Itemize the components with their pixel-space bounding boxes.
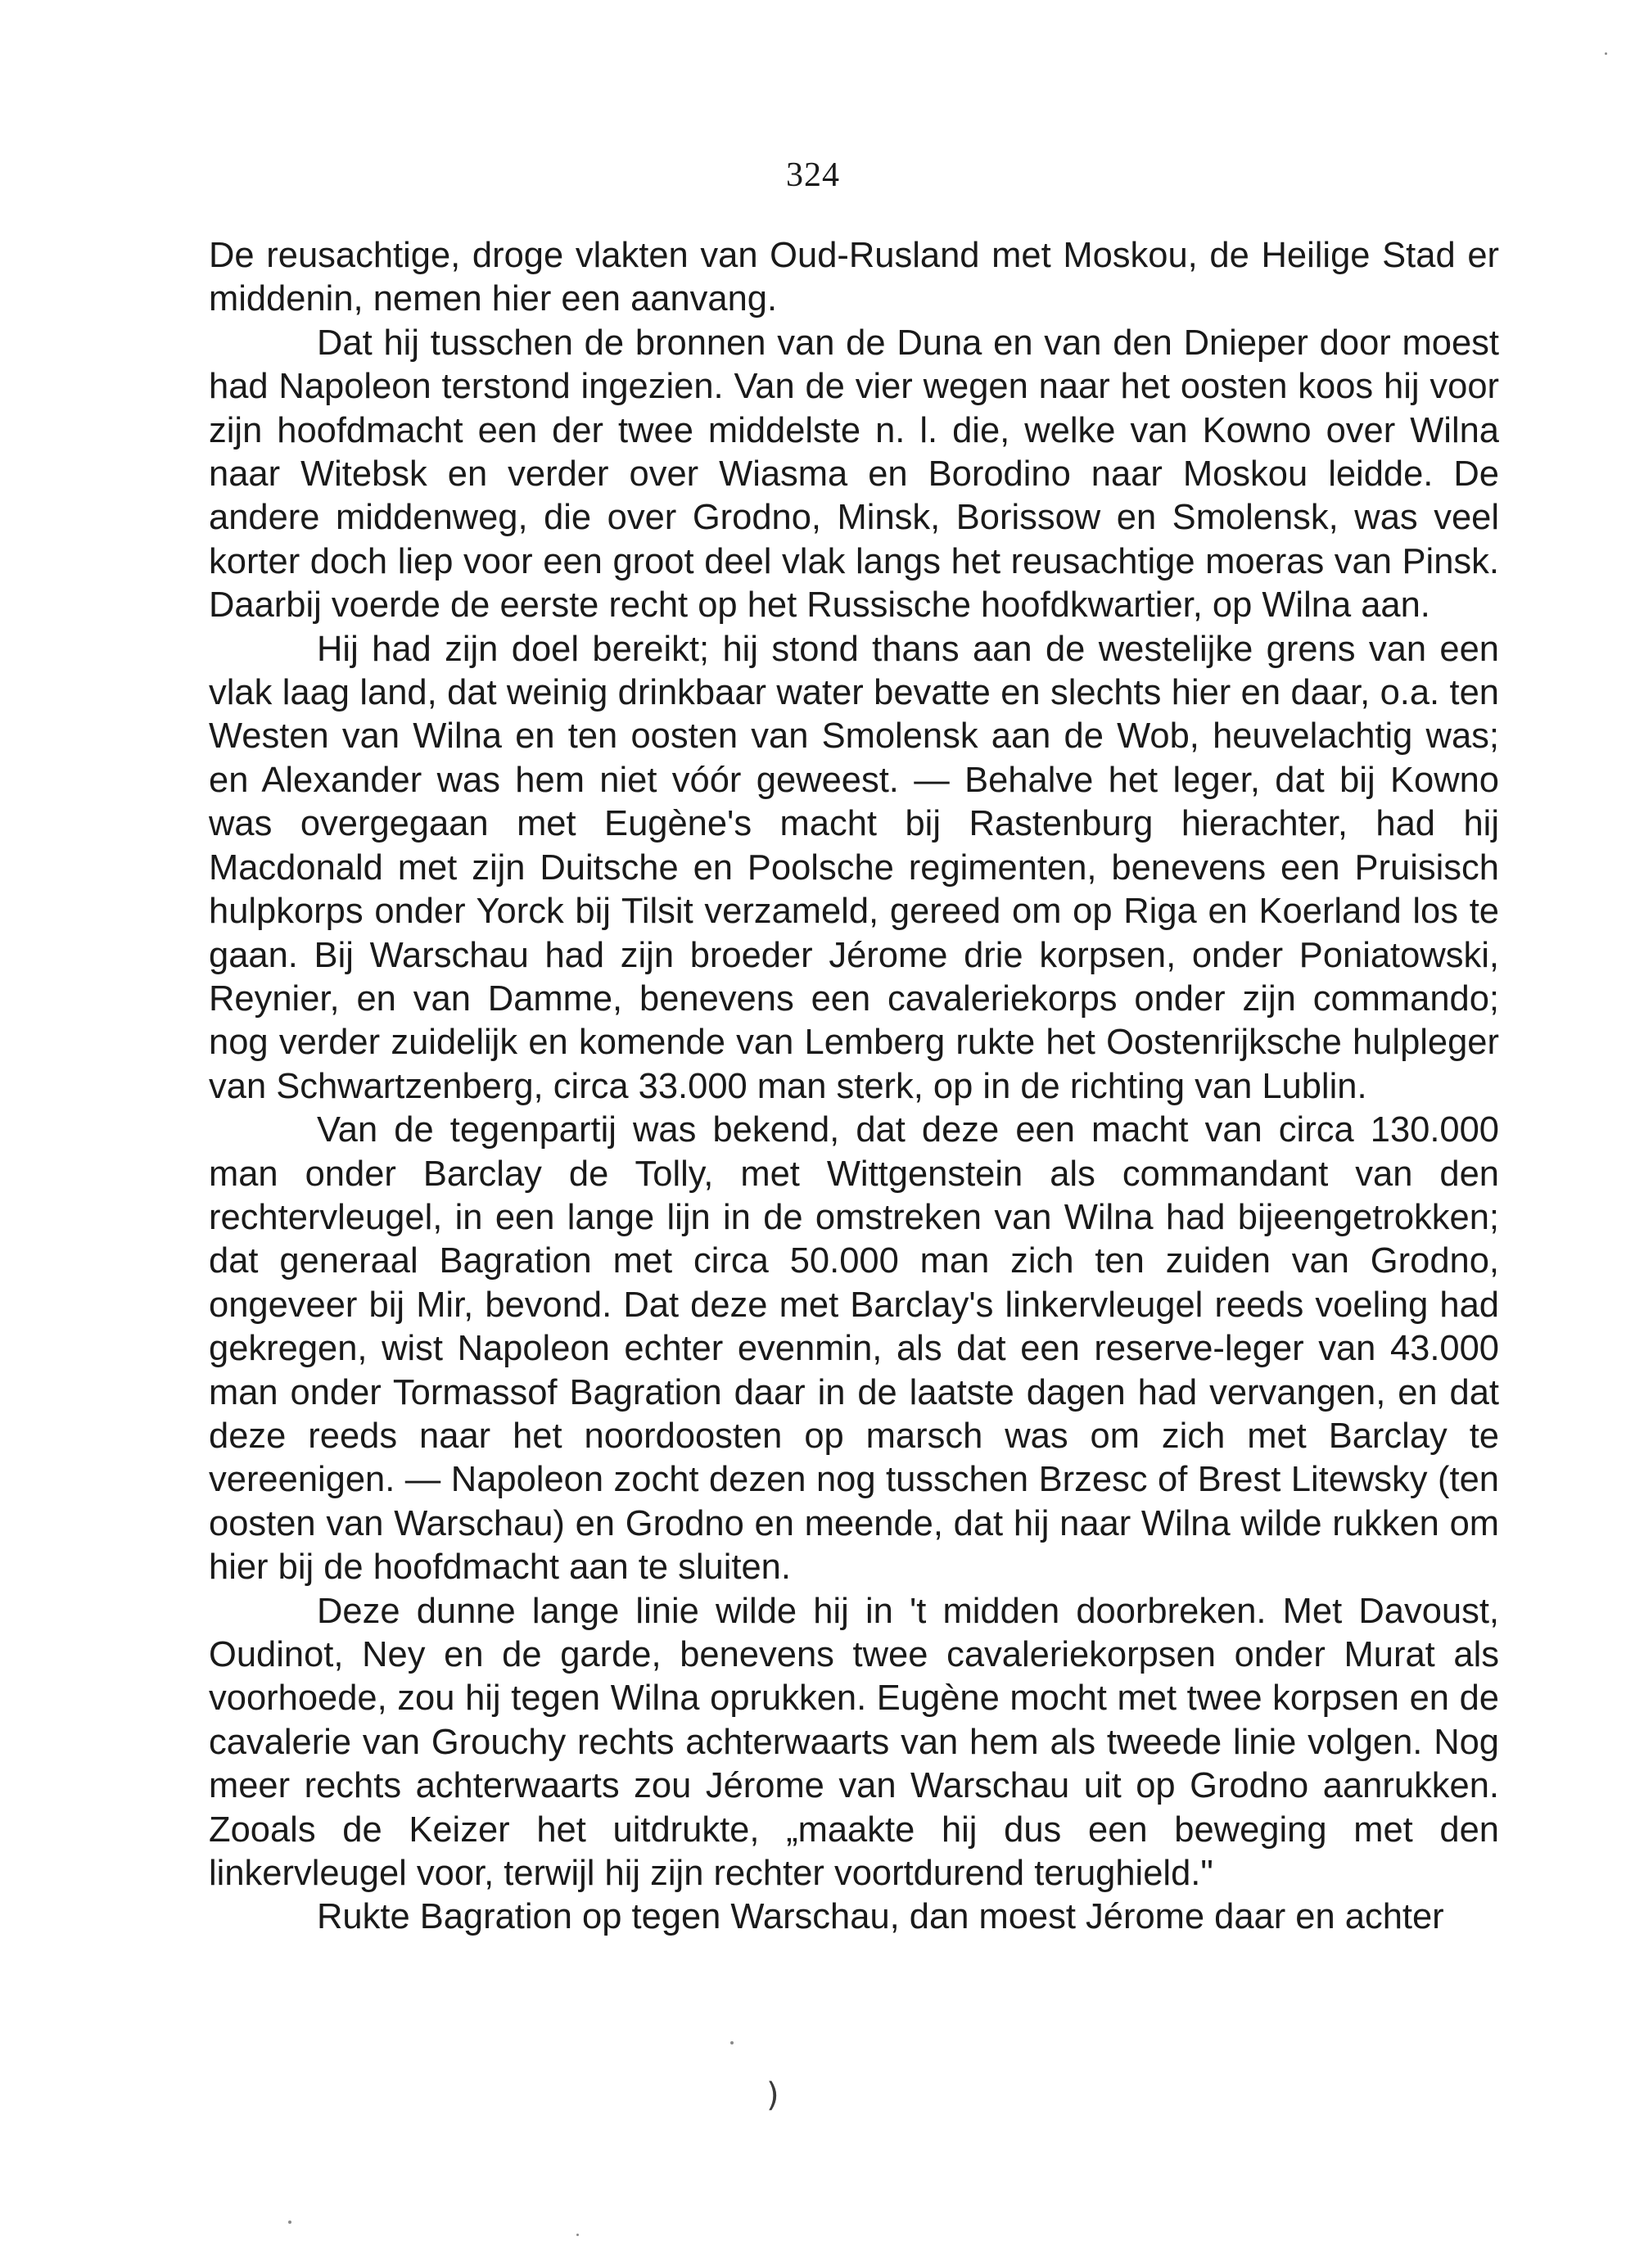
paragraph-5: Deze dunne lange linie wilde hij in 't midden doorbreken. Met Davoust, Oudinot, Ney en de garde, benevens twee cavaleriekorpsen onder Murat als voorhoede, zou hij tegen Wilna oprukken. Eugène mocht met twee korpsen en de cavalerie van Grouchy rechts achterwaarts van hem als tweede linie volgen. Nog meer rechts achterwaarts zou Jérome van Warschau uit op Grodno aanrukken. Zooals de Keizer het uitdrukte, „maakte hij dus een beweging met den linkervleugel voor, terwijl hij zijn rechter voortdurend terughield." [209, 1591, 1499, 1894]
scan-speck [730, 2041, 734, 2044]
paragraph-4: Van de tegenpartij was bekend, dat deze een macht van circa 130.000 man onder Barclay de Tolly, met Wittgenstein als commandant van den rechtervleugel, in een lange lijn in de omstreken van Wilna had bijeengetrokken; dat generaal Bagration met circa 50.000 man zich ten zuiden van Grodno, ongeveer bij Mir, bevond. Dat deze met Barclay's linkervleugel reeds voeling had gekregen, wist Napoleon echter evenmin, als dat een reserve-leger van 43.000 man onder Tormassof Bagration daar in de laatste dagen had vervangen, en dat deze reeds naar het noordoosten op marsch was om zich met Barclay te vereenigen. — Napoleon zocht dezen nog tusschen Brzesc of Brest Litewsky (ten oosten van Warschau) en Grodno en meende, dat hij naar Wilna wilde rukken om hier bij de hoofdmacht aan te sluiten. [209, 1110, 1499, 1588]
scan-speck [288, 2221, 291, 2224]
scan-speck [576, 2234, 579, 2236]
footer-signature-mark: ) [766, 2076, 779, 2114]
body-text [209, 234, 1499, 1940]
paragraph-6: Rukte Bagration op tegen Warschau, dan moest Jérome daar en achter [317, 1897, 1444, 1937]
paragraph-3: Hij had zijn doel bereikt; hij stond thans aan de westelijke grens van een vlak laag land, dat weinig drinkbaar water bevatte en slechts hier en daar, o.a. ten Westen van Wilna en ten oosten van Smolensk aan de Wob, heuvelachtig was; en Alexander was hem niet vóór geweest. — Behalve het leger, dat bij Kowno was overgegaan met Eugène's macht bij Rastenburg hierachter, had hij Macdonald met zijn Duitsche en Poolsche regimenten, benevens een Pruisisch hulpkorps onder Yorck bij Tilsit verzameld, gereed om op Riga en Koerland los te gaan. Bij Warschau had zijn broeder Jérome drie korpsen, onder Poniatowski, Reynier, en van Damme, benevens een cavaleriekorps onder zijn commando; nog verder zuidelijk en komende van Lemberg rukte het Oostenrijksche hulpleger van Schwartzenberg, circa 33.000 man sterk, op in de richting van Lublin. [209, 629, 1499, 1106]
paragraph-1: De reusachtige, droge vlakten van Oud-Rusland met Moskou, de Heilige Stad er middenin, nemen hier een aanvang. [209, 236, 1499, 319]
page-number: 324 [786, 156, 840, 194]
scan-speck [1605, 52, 1607, 55]
paragraph-2: Dat hij tusschen de bronnen van de Duna en van den Dnieper door moest had Napoleon terstond ingezien. Van de vier wegen naar het oosten koos hij voor zijn hoofdmacht een der twee middelste n. l. die, welke van Kowno over Wilna naar Witebsk en verder over Wiasma en Borodino naar Moskou leidde. De andere middenweg, die over Grodno, Minsk, Borissow en Smolensk, was veel korter doch liep voor een groot deel vlak langs het reusachtige moeras van Pinsk. Daarbij voerde de eerste recht op het Russische hoofdkwartier, op Wilna aan. [209, 323, 1499, 626]
